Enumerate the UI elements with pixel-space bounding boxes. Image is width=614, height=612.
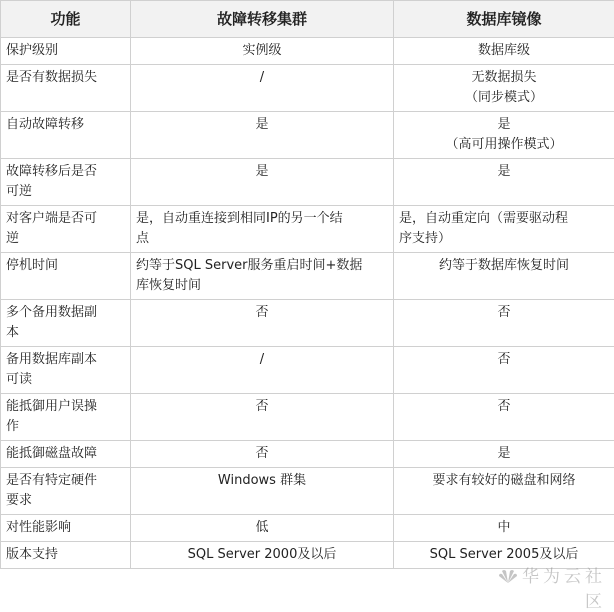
database-mirroring-cell [394, 112, 614, 159]
feature-cell [1, 159, 131, 206]
header-database-mirroring: 数据库镜像 [394, 1, 614, 38]
database-mirroring-cell [394, 38, 614, 65]
table-row [1, 394, 614, 441]
failover-cluster-cell [131, 542, 394, 569]
table-row [1, 206, 614, 253]
cell-text: 备用数据库副本 [6, 350, 125, 370]
cell-text: 是 [399, 115, 609, 135]
header-row [1, 1, 614, 38]
cell-text: 库恢复时间 [136, 276, 388, 296]
failover-cluster-cell [131, 159, 394, 206]
cell-text: 数据库级 [399, 41, 609, 61]
cell-text: 可读 [6, 370, 125, 390]
feature-cell [1, 65, 131, 112]
database-mirroring-cell [394, 253, 614, 300]
cell-text: 要求 [6, 491, 125, 511]
feature-cell [1, 253, 131, 300]
feature-cell [1, 542, 131, 569]
header-feature: 功能 [1, 1, 131, 38]
cell-text: 自动故障转移 [6, 115, 125, 135]
database-mirroring-cell [394, 515, 614, 542]
failover-cluster-cell [131, 300, 394, 347]
failover-cluster-cell [131, 394, 394, 441]
cell-text: 对性能影响 [6, 518, 125, 538]
table-row [1, 112, 614, 159]
cell-text: 本 [6, 323, 125, 343]
table-row [1, 38, 614, 65]
feature-cell [1, 38, 131, 65]
cell-text: 版本支持 [6, 545, 125, 565]
cell-text: 对客户端是否可 [6, 209, 125, 229]
database-mirroring-cell [394, 394, 614, 441]
cell-text: （同步模式） [399, 88, 609, 108]
database-mirroring-cell [394, 468, 614, 515]
feature-cell [1, 441, 131, 468]
cell-text: 是 [136, 162, 388, 182]
cell-text: 要求有较好的磁盘和网络 [399, 471, 609, 491]
table-row [1, 347, 614, 394]
cell-text: 多个备用数据副 [6, 303, 125, 323]
cell-text: 否 [136, 303, 388, 323]
database-mirroring-cell [394, 347, 614, 394]
failover-cluster-cell [131, 112, 394, 159]
cell-text: 作 [6, 417, 125, 437]
cell-text: 故障转移后是否 [6, 162, 125, 182]
cell-text: 否 [399, 303, 609, 323]
failover-cluster-cell [131, 468, 394, 515]
cell-text: 否 [399, 397, 609, 417]
cell-text: 否 [136, 397, 388, 417]
table-row [1, 159, 614, 206]
table-row [1, 441, 614, 468]
feature-cell [1, 515, 131, 542]
cell-text: 约等于数据库恢复时间 [399, 256, 609, 276]
cell-text: / [136, 350, 388, 370]
cell-text: 是，自动重连接到相同IP的另一个结 [136, 209, 388, 229]
feature-cell [1, 347, 131, 394]
table-row [1, 253, 614, 300]
cell-text: SQL Server 2000及以后 [136, 545, 388, 565]
feature-cell [1, 206, 131, 253]
cell-text: 停机时间 [6, 256, 125, 276]
database-mirroring-cell [394, 159, 614, 206]
cell-text: 否 [136, 444, 388, 464]
failover-cluster-cell [131, 253, 394, 300]
cell-text: 点 [136, 229, 388, 249]
cell-text: / [136, 68, 388, 88]
cell-text: Windows 群集 [136, 471, 388, 491]
watermark-text: 华为云社区 [522, 567, 606, 612]
huawei-petal-icon [498, 568, 518, 584]
cell-text: 是否有数据损失 [6, 68, 125, 88]
cell-text: 是否有特定硬件 [6, 471, 125, 491]
cell-text: 中 [399, 518, 609, 538]
cell-text: 低 [136, 518, 388, 538]
table-body [1, 38, 614, 569]
database-mirroring-cell [394, 65, 614, 112]
cell-text: SQL Server 2005及以后 [399, 545, 609, 565]
cell-text: 否 [399, 350, 609, 370]
cell-text: 实例级 [136, 41, 388, 61]
failover-cluster-cell [131, 65, 394, 112]
cell-text: 约等于SQL Server服务重启时间+数据 [136, 256, 388, 276]
cell-text: 逆 [6, 229, 125, 249]
table-row [1, 542, 614, 569]
database-mirroring-cell [394, 206, 614, 253]
cell-text: 能抵御用户误操 [6, 397, 125, 417]
cell-text: 序支持） [399, 229, 609, 249]
cell-text: 无数据损失 [399, 68, 609, 88]
failover-cluster-cell [131, 441, 394, 468]
cell-text: 可逆 [6, 182, 125, 202]
table-header [1, 1, 614, 38]
cell-text: 保护级别 [6, 41, 125, 61]
failover-cluster-cell [131, 347, 394, 394]
table-row [1, 300, 614, 347]
cell-text: （高可用操作模式） [399, 135, 609, 155]
failover-cluster-cell [131, 38, 394, 65]
database-mirroring-cell [394, 300, 614, 347]
database-mirroring-cell [394, 441, 614, 468]
cell-text: 能抵御磁盘故障 [6, 444, 125, 464]
cell-text: 是 [399, 444, 609, 464]
feature-cell [1, 394, 131, 441]
cell-text: 是，自动重定向（需要驱动程 [399, 209, 609, 229]
database-mirroring-cell [394, 542, 614, 569]
table-row [1, 65, 614, 112]
cell-text: 是 [399, 162, 609, 182]
table-row [1, 468, 614, 515]
feature-cell [1, 468, 131, 515]
header-failover-cluster: 故障转移集群 [131, 1, 394, 38]
table-row [1, 515, 614, 542]
failover-cluster-cell [131, 206, 394, 253]
feature-cell [1, 300, 131, 347]
failover-cluster-cell [131, 515, 394, 542]
feature-cell [1, 112, 131, 159]
cell-text: 是 [136, 115, 388, 135]
